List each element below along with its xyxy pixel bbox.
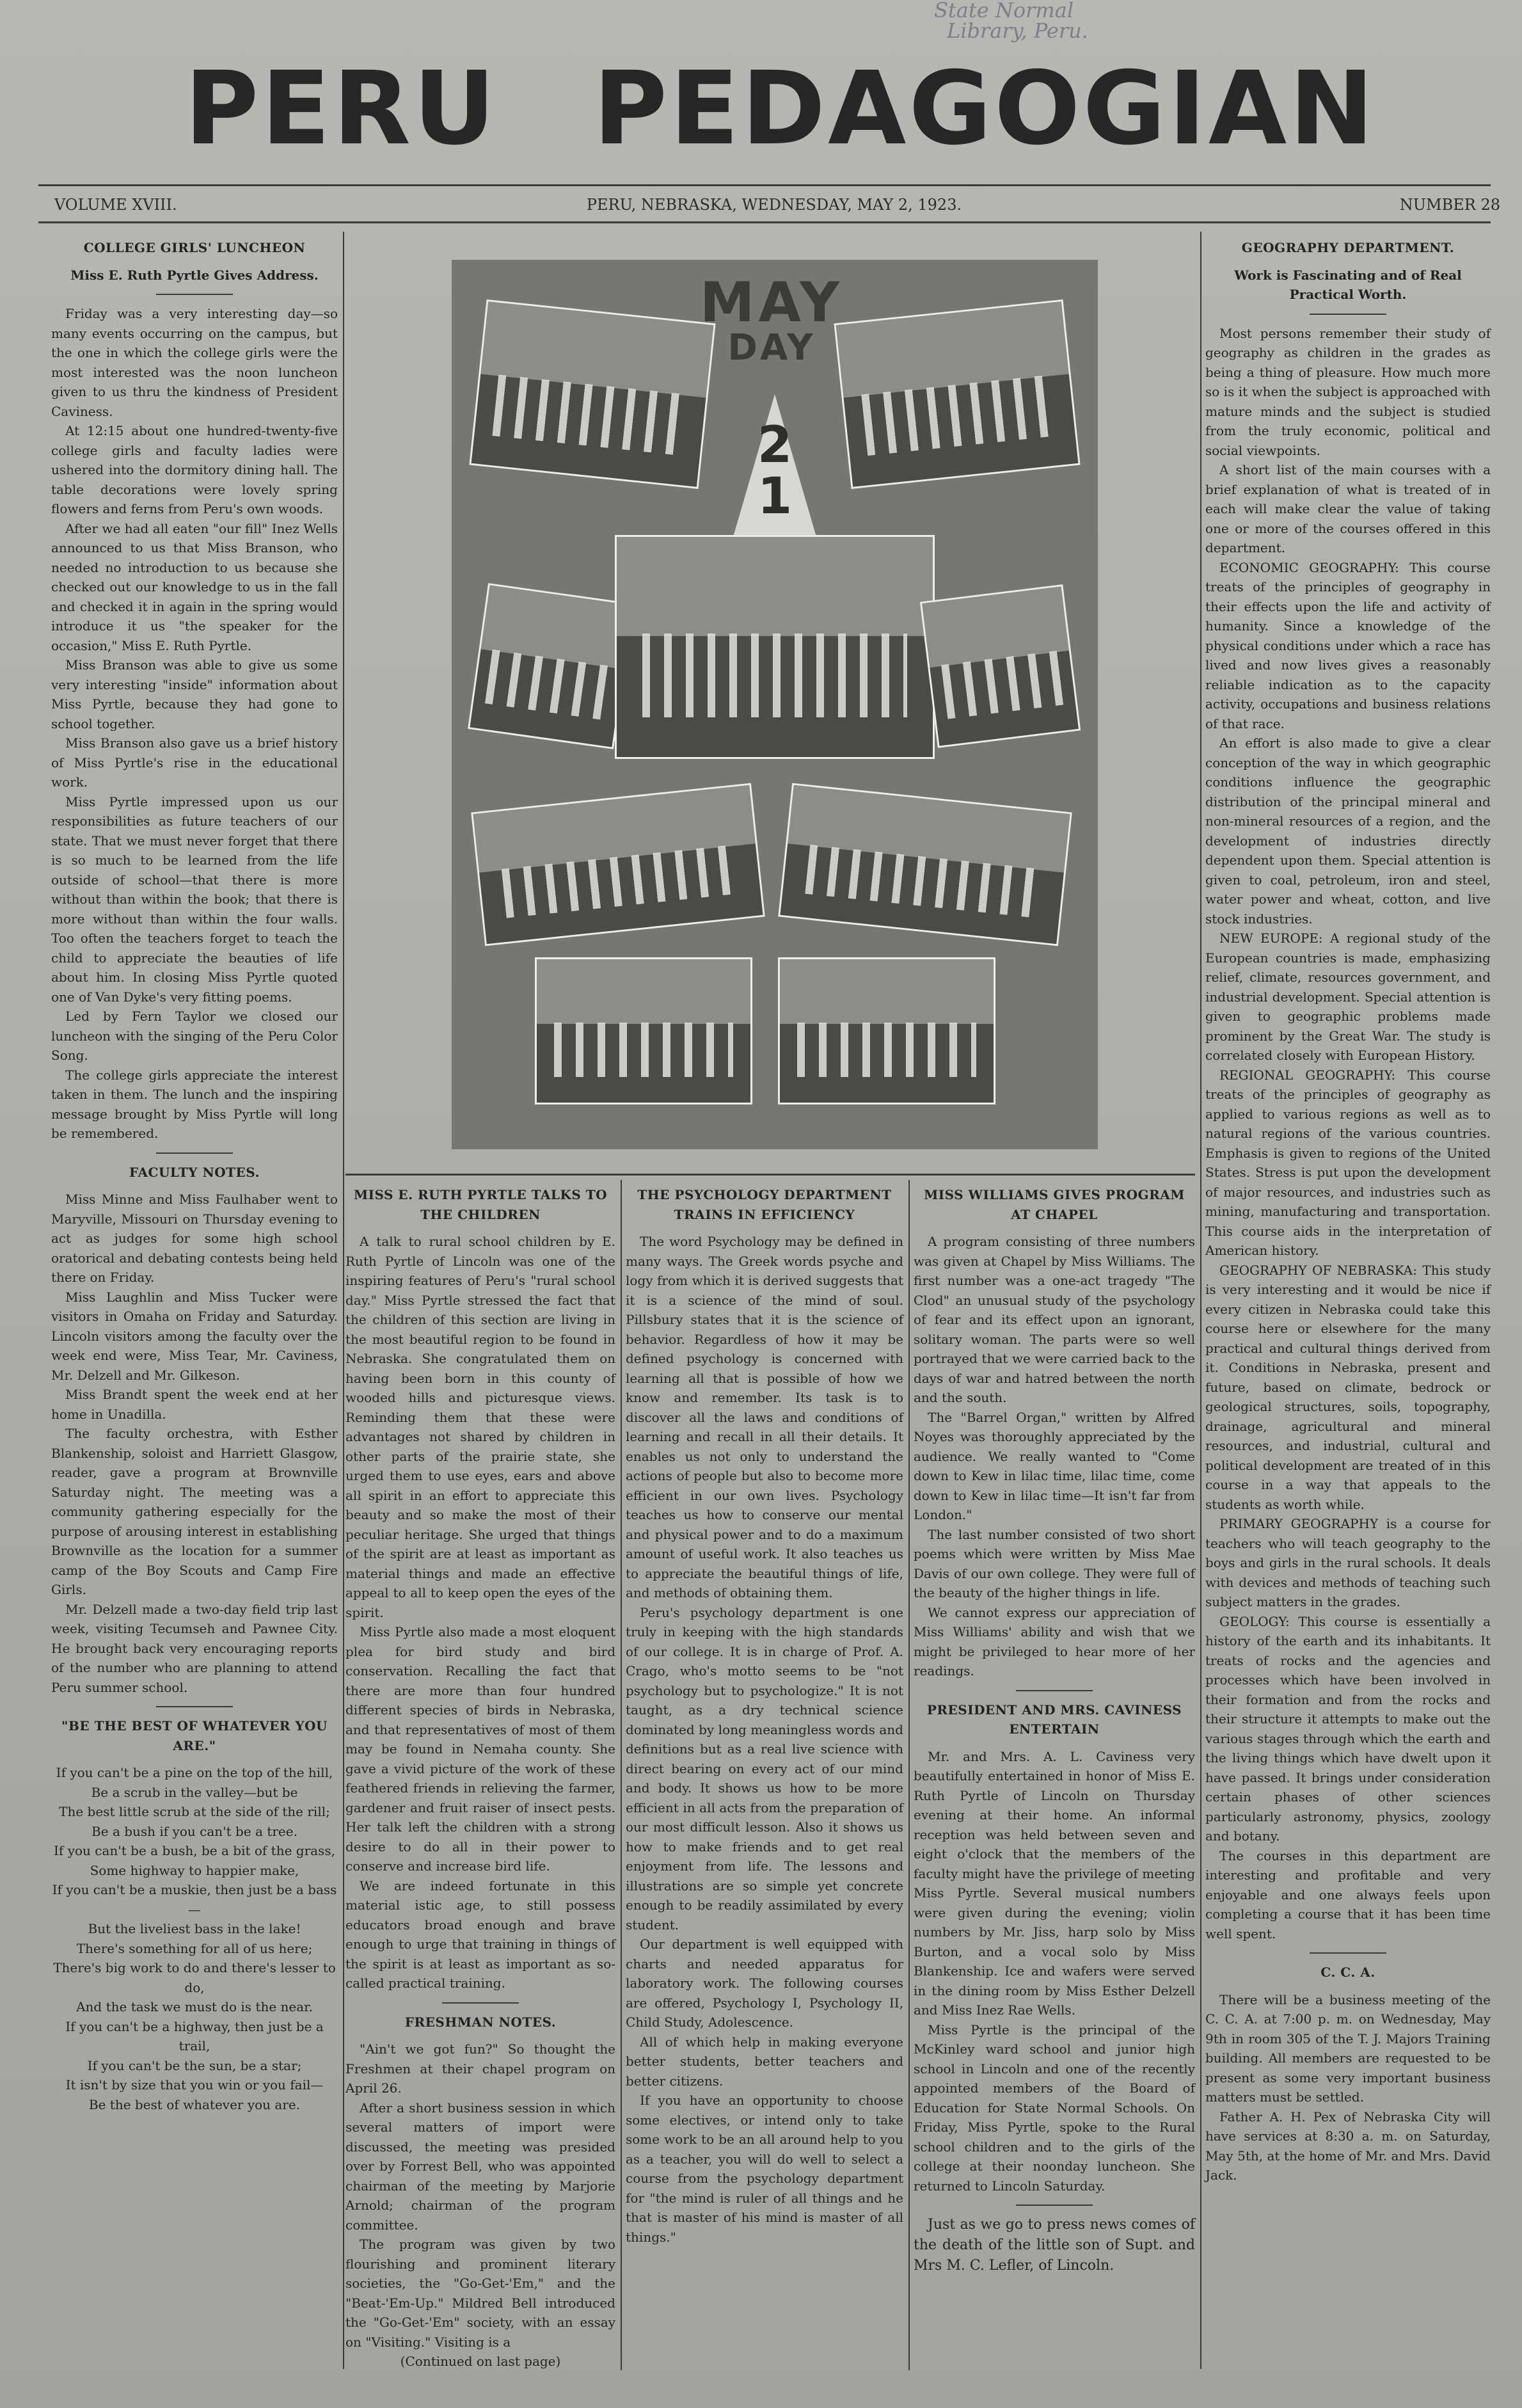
stamp-line-1: State Normal bbox=[934, 0, 1074, 22]
luncheon-heading: COLLEGE GIRLS' LUNCHEON bbox=[83, 240, 306, 255]
paragraph: The program was given by two flourishing and prominent literary societies, the "Go-Get-'Em," and the "Beat-'Em-Up." Mildred Bell introduced the "Go-Get-'Em" society, with an essay on "Visiting." Visiting is a bbox=[345, 2237, 615, 2350]
poem-line: There's something for all of us here; bbox=[76, 1940, 313, 1956]
geography-heading: GEOGRAPHY DEPARTMENT. bbox=[1241, 240, 1455, 255]
divider bbox=[442, 2002, 519, 2004]
issue-number: NUMBER 28 bbox=[1399, 196, 1500, 214]
paragraph: At 12:15 about one hundred-twenty-five college girls and faculty ladies were ushered into the dormitory dining hall. The table decorations were lovely spring flowers and ferns from Peru's own woods. bbox=[51, 423, 338, 516]
freshman-heading: FRESHMAN NOTES. bbox=[404, 2014, 557, 2030]
photo-panel bbox=[535, 957, 752, 1104]
photo-panel bbox=[468, 583, 634, 749]
paragraph: NEW EUROPE: A regional study of the European countries is made, emphasizing relief, climate, resources government, and industrial development. Special attention is given to geographic problems made prominent by the Great War. The study is correlated closely with European History. bbox=[1205, 930, 1491, 1063]
divider bbox=[1310, 1952, 1386, 1954]
cca-heading: C. C. A. bbox=[1320, 1965, 1375, 1980]
paragraph: An effort is also made to give a clear conception of the way in which geographic conditions influence the geographic distribution of the principal mineral and non-mineral resources of a region, and the development of industries directly dependent upon them. Special attention is given to coal, petroleum, iron and steel, water power and wheat, cotton, and live stock industries. bbox=[1205, 735, 1491, 927]
president-heading: PRESIDENT AND MRS. CAVINESS ENTERTAIN bbox=[926, 1702, 1182, 1737]
paragraph: After we had all eaten "our fill" Inez Wells announced to us that Miss Branson, who needed no introduction to us because she checked out our knowledge to us in the fall and checked it in again in the spring would introduce it us "the speaker for the occasion," Miss E. Ruth Pyrtle. bbox=[51, 520, 338, 653]
continued-note: (Continued on last page) bbox=[400, 2354, 561, 2369]
masthead-title: PERU PEDAGOGIAN bbox=[184, 50, 1377, 168]
paragraph: Miss Pyrtle is the principal of the McKinley ward school and junior high school in Lincoln and one of the recently appointed members of the Board of Education for State Normal Schools. On Friday, Miss Pyrtle, spoke to the Rural school children and to the girls of the college at their noonday luncheon. She returned to Lincoln Saturday. bbox=[914, 2021, 1195, 2194]
paragraph: Miss Brandt spent the week end at her home in Unadilla. bbox=[51, 1387, 338, 1422]
photo-panel bbox=[471, 783, 765, 946]
divider bbox=[1016, 1690, 1093, 1691]
photo-panel bbox=[778, 957, 995, 1104]
column-luncheon bbox=[51, 238, 338, 2114]
paragraph: Miss Minne and Miss Faulhaber went to Maryville, Missouri on Thursday evening to act as judges for some high school oratorical and debating contests being held there on Friday. bbox=[51, 1192, 338, 1285]
photo-panel-center bbox=[615, 535, 935, 759]
paragraph: The "Barrel Organ," written by Alfred Noyes was thoroughly appreciated by the audience. We really wanted to "Come down to Kew in lilac time, lilac time, come down to Kew in lilac time—It isn't far from London." bbox=[914, 1409, 1195, 1522]
photo-collage bbox=[452, 260, 1098, 1149]
paragraph: "Ain't we got fun?" So thought the Freshmen at their chapel program on April 26. bbox=[345, 2041, 615, 2096]
column-rule bbox=[908, 1180, 910, 2370]
poem-line: Some highway to happier make, bbox=[90, 1862, 299, 1878]
paragraph: The word Psychology may be defined in many ways. The Greek words psyche and logy from which it is derived suggests that it is a science of the mind of soul. Pillsbury states that it is the science of behavior. Regardless of how it may be defined psychology is concerned with learning all that is possible of how we know and remember. Its task is to discover all the laws and conditions of learning and recall in all their details. It enables us not only to understand the actions of people but also to become more efficient in our own lives. Psychology teaches us how to conserve our mental and physical power and to do a maximum amount of useful work. It also teaches us to appreciate the beautiful things of life, and methods of obtaining them. bbox=[626, 1234, 903, 1600]
divider bbox=[1016, 2205, 1093, 2206]
paragraph: Miss Pyrtle impressed upon us our responsibilities as future teachers of our state. That we must never forget that there is so much to be learned from the life outside of school—that there is more without than within the book; that there is more without than within the four walls. Too often the teachers forget to teach the child to appreciate the beauties of life about him. In closing Miss Pyrtle quoted one of Van Dyke's very fitting poems. bbox=[51, 793, 338, 1005]
paragraph: GEOLOGY: This course is essentially a history of the earth and its inhabitants. It treats of rocks and the agencies and processes which have been involved in their formation and from the rocks and their structure it attempts to make out the various stages through which the earth and the living things which have dwelt upon it have passed. It brings under consideration certain phases of other sciences particularly astronomy, physics, zoology and botany. bbox=[1205, 1613, 1491, 1844]
may-day-numerals bbox=[736, 417, 813, 525]
dateline bbox=[54, 192, 1500, 218]
paragraph: Led by Fern Taylor we closed our luncheon with the singing of the Peru Color Song. bbox=[51, 1009, 338, 1063]
geography-subheading: Work is Fascinating and of Real Practical Worth. bbox=[1234, 267, 1462, 302]
paragraph: Our department is well equipped with charts and needed apparatus for laboratory work. The following courses are offered, Psychology I, Psychology II, Child Study, Adolescence. bbox=[626, 1936, 903, 2030]
psychology-heading: THE PSYCHOLOGY DEPARTMENT TRAINS IN EFFICIENCY bbox=[637, 1187, 892, 1222]
masthead-rule-bottom bbox=[38, 221, 1491, 223]
column-rule bbox=[343, 232, 344, 2369]
poem-line: Be a bush if you can't be a tree. bbox=[91, 1823, 297, 1839]
poem-line: If you can't be a pine on the top of the hill, bbox=[56, 1765, 333, 1780]
paragraph: Most persons remember their study of geography as children in the grades as being a thing of pleasure. How much more so is it when the subject is approached with mature minds and the subject is studied from the truly economic, political and social viewpoints. bbox=[1205, 325, 1491, 458]
paragraph: Father A. H. Pex of Nebraska City will have services at 8:30 a. m. on Saturday, May 5th, at the home of Mr. and Mrs. David Jack. bbox=[1205, 2109, 1491, 2183]
column-geography bbox=[1205, 238, 1491, 2185]
luncheon-subheading: Miss E. Ruth Pyrtle Gives Address. bbox=[70, 267, 319, 283]
photo-panel bbox=[469, 299, 715, 489]
numeral-bottom: 1 bbox=[757, 468, 793, 525]
paragraph: The courses in this department are interesting and profitable and very enjoyable and one always feels upon completing a course that it has been time well spent. bbox=[1205, 1847, 1491, 1942]
paragraph: A short list of the main courses with a brief explanation of what is treated of in each will make clear the value of taking one or more of the courses offered in this department. bbox=[1205, 462, 1491, 555]
poem-line: Be a scrub in the valley—but be bbox=[91, 1784, 298, 1800]
masthead-rule-top bbox=[38, 184, 1491, 186]
paragraph: Miss Branson was able to give us some very interesting "inside" information about Miss Pyrtle, because they had gone to school together. bbox=[51, 657, 338, 731]
paragraph: Miss Branson also gave us a brief history of Miss Pyrtle's rise in the educational work. bbox=[51, 735, 338, 790]
paragraph: PRIMARY GEOGRAPHY is a course for teachers who will teach geography to the boys and girls in the rural schools. It deals with devices and methods of teaching such subject matters in the grades. bbox=[1205, 1516, 1491, 1609]
paragraph: Miss Laughlin and Miss Tucker were visitors in Omaha on Friday and Saturday. Lincoln visitors among the faculty over the week end were, Miss Tear, Mr. Caviness, Mr. Delzell and Mr. Gilkeson. bbox=[51, 1289, 338, 1383]
stamp-line-2: Library, Peru. bbox=[947, 19, 1088, 43]
may-day-title-may: MAY bbox=[699, 271, 844, 335]
paragraph: The last number consisted of two short poems which were written by Miss Mae Davis of our own college. They were full of the beauty of the higher things in life. bbox=[914, 1526, 1195, 1600]
photo-panel bbox=[778, 783, 1072, 946]
paragraph: All of which help in making everyone better students, better teachers and better citizens. bbox=[626, 2034, 903, 2089]
library-stamp bbox=[857, 0, 1216, 45]
paragraph: There will be a business meeting of the C. C. A. at 7:00 p. m. on Wednesday, May 9th in room 305 of the T. J. Majors Training building. All members are requested to be present as some very important business matters must be settled. bbox=[1205, 1991, 1491, 2105]
poem-heading: "BE THE BEST OF WHATEVER YOU ARE." bbox=[61, 1718, 328, 1753]
poem-line: If you can't be a muskie, then just be a bass— bbox=[52, 1882, 337, 1917]
column-rule bbox=[1200, 232, 1201, 2369]
poem-line: If you can't be a highway, then just be a trail, bbox=[65, 2018, 324, 2053]
paragraph: Peru's psychology department is one truly in keeping with the high standards of our college. It is in charge of Prof. A. Crago, who's motto seems to be "not psychology but to psychologize." It is not taught, as a dry technical science dominated by long meaningless words and definitions but as a real live science with direct bearing on every act of our mind and body. It shows us how to be more efficient in all acts from the preparation of our most difficult lesson. Also it shows us how to make friends and to get real enjoyment from life. The lessons and illustrations are so simple yet concrete enough to be readily assimilated by every student. bbox=[626, 1604, 903, 1933]
paragraph: After a short business session in which several matters of import were discussed, the meeting was presided over by Forrest Bell, who was appointed chairman of the meeting by Marjorie Arnold; chairman of the program committee. bbox=[345, 2100, 615, 2233]
numeral-top: 2 bbox=[757, 417, 793, 474]
poem bbox=[51, 1763, 338, 2114]
poem-line: But the liveliest bass in the lake! bbox=[88, 1921, 301, 1936]
paragraph: GEOGRAPHY OF NEBRASKA: This study is very interesting and it would be nice if every citizen in Nebraska could take this course here or elsewhere for the many practical and cultural things derived from it. Conditions in Nebraska, present and future, based on climate, bedrock or geological structures, soils, topography, drainage, agricultural and mineral resources, and industrial, cultural and political development are treated of in this course in a way that appeals to the students as worth while. bbox=[1205, 1262, 1491, 1512]
press-note: Just as we go to press news comes of the death of the little son of Supt. and Mrs M. C. Lefler, of Lincoln. bbox=[914, 2217, 1195, 2274]
paragraph: A program consisting of three numbers was given at Chapel by Miss Williams. The first number was a one-act tragedy "The Clod" an unusual study of the psychology of fear and its effect upon an ignorant, solitary woman. The parts were so well portrayed that we were carried back to the days of war and hatred between the north and the south. bbox=[914, 1234, 1195, 1405]
paragraph: ECONOMIC GEOGRAPHY: This course treats of the principles of geography in their effects upon the life and activity of humanity. Since a knowledge of the physical conditions under which a race has lived and now lives gives a reasonably reliable indication as to the capacity activity, occupations and business relations of that race. bbox=[1205, 559, 1491, 731]
faculty-heading: FACULTY NOTES. bbox=[129, 1164, 260, 1180]
column-williams-chapel bbox=[914, 1185, 1195, 2276]
paragraph: REGIONAL GEOGRAPHY: This course treats of the principles of geography as applied to various regions as well as to natural regions of the various countries. Emphasis is given to regions of the United States. Stress is put upon the development of major resources, and industries such as mining, manufacturing and transportation. This course aids in the interpretation of American history. bbox=[1205, 1067, 1491, 1258]
photo-rule bbox=[345, 1174, 1195, 1176]
place-date: PERU, NEBRASKA, WEDNESDAY, MAY 2, 1923. bbox=[586, 196, 962, 214]
paragraph: We are indeed fortunate in this material istic age, to still possess educators broad enough and brave enough to urge that training in things of the spirit is at least as important as so-called practical training. bbox=[345, 1878, 615, 1991]
paragraph: Mr. and Mrs. A. L. Caviness very beautifully entertained in honor of Miss E. Ruth Pyrtle of Lincoln on Thursday evening at their home. An informal reception was held between seven and eight o'clock that the members of the faculty might have the privilege of meeting Miss Pyrtle. Several musical numbers were given during the evening; violin numbers by Mr. Jiss, harp solo by Miss Burton, and a vocal solo by Miss Blankenship. Ice and wafers were served in the dining room by Miss Esther Delzell and Miss Inez Rae Wells. bbox=[914, 1748, 1195, 2018]
pyrtle-talk-heading: MISS E. RUTH PYRTLE TALKS TO THE CHILDREN bbox=[353, 1187, 608, 1222]
divider bbox=[1310, 314, 1386, 315]
poem-line: The best little scrub at the side of the rill; bbox=[59, 1804, 330, 1819]
paragraph: The faculty orchestra, with Esther Blankenship, soloist and Harriett Glasgow, reader, gave a program at Brownville Saturday night. The meeting was a community gathering especially for the purpose of arousing interest in establishing Brownville as the location for a summer camp of the Boy Scouts and Camp Fire Girls. bbox=[51, 1426, 338, 1597]
photo-panel bbox=[834, 299, 1080, 489]
photo-panel bbox=[920, 584, 1081, 748]
divider bbox=[156, 294, 233, 295]
paragraph: The college girls appreciate the interest taken in them. The lunch and the inspiring message brought by Miss Pyrtle will long be remembered. bbox=[51, 1067, 338, 1141]
poem-line: If you can't be a bush, be a bit of the grass, bbox=[54, 1843, 335, 1858]
paragraph: Friday was a very interesting day—so many events occurring on the campus, but the one in which the college girls were the most interested was the noon luncheon given to us thru the kindness of President Caviness. bbox=[51, 306, 338, 419]
column-rule bbox=[621, 1180, 622, 2370]
divider bbox=[156, 1706, 233, 1707]
divider bbox=[156, 1152, 233, 1154]
poem-line: Be the best of whatever you are. bbox=[88, 2096, 301, 2112]
paragraph: A talk to rural school children by E. Ruth Pyrtle of Lincoln was one of the inspiring features of Peru's "rural school day." Miss Pyrtle stressed the fact that the children of this section are living in the most beautiful region to be found in Nebraska. She congratulated them on having been born in this county of wooded hills and picturesque views. Reminding them that these were advantages not shared by children in other parts of the prairie state, she urged them to use eyes, ears and above all spirit in an effort to appreciate this beauty and so make the most of their peculiar heritage. She urged that things of the spirit are at least as important as material things and made an effective appeal to all to keep open the eyes of the spirit. bbox=[345, 1234, 615, 1620]
poem-line: It isn't by size that you win or you fail— bbox=[65, 2077, 324, 2093]
paragraph: If you have an opportunity to choose some electives, or intend only to take some work to be an all around help to you as a teacher, you will do well to select a course from the psychology department for "the mind is ruler of all things and he that is master of his mind is master of all things." bbox=[626, 2093, 903, 2245]
column-pyrtle-talk bbox=[345, 1185, 615, 2372]
poem-line: There's big work to do and there's lesser to do, bbox=[53, 1960, 336, 1995]
column-psychology bbox=[626, 1185, 903, 2247]
may-day-title-day: DAY bbox=[727, 327, 816, 369]
paragraph: We cannot express our appreciation of Miss Williams' ability and wish that we might be privileged to hear more of her readings. bbox=[914, 1604, 1195, 1678]
volume-label: VOLUME XVIII. bbox=[54, 196, 177, 214]
williams-heading: MISS WILLIAMS GIVES PROGRAM AT CHAPEL bbox=[924, 1187, 1185, 1222]
paragraph: Mr. Delzell made a two-day field trip last week, visiting Tecumseh and Pawnee City. He brought back very encouraging reports of the number who are planning to attend Peru summer school. bbox=[51, 1601, 338, 1695]
paragraph: Miss Pyrtle also made a most eloquent plea for bird study and bird conservation. Recalling the fact that there are more than four hundred different species of birds in Nebraska, and that representatives of most of them may be found in Nemaha county. She gave a vivid picture of the work of these feathered friends in relieving the farmer, gardener and fruit raiser of insect pests. Her talk left the children with a strong desire to do all in their power to conserve and increase bird life. bbox=[345, 1624, 615, 1874]
may-day-photo bbox=[452, 260, 1098, 1149]
poem-line: If you can't be the sun, be a star; bbox=[87, 2057, 302, 2073]
poem-line: And the task we must do is the near. bbox=[76, 1999, 313, 2014]
